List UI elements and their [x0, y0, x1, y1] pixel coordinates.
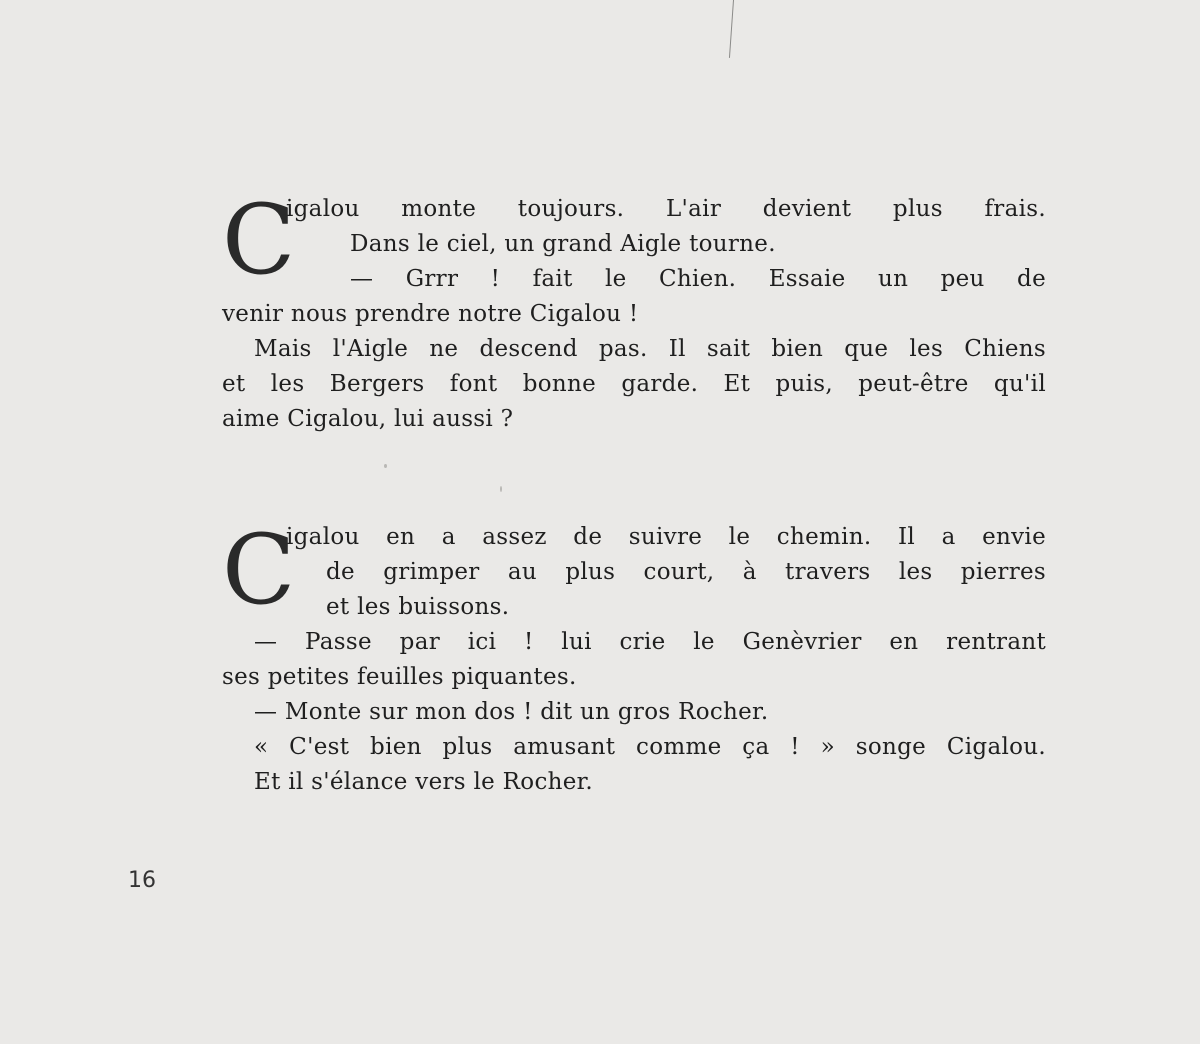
- text-line: Dans le ciel, un grand Aigle tourne.: [350, 231, 776, 257]
- paper-speck: [500, 486, 502, 492]
- text-line: igalou monte toujours. L'air devient plus frais.: [286, 196, 1046, 222]
- text-line: — Grrr ! fait le Chien. Essaie un peu de: [350, 266, 1046, 292]
- page-fold-mark: [729, 0, 734, 58]
- text-line: ses petites feuilles piquantes.: [222, 664, 577, 690]
- paragraph-block-1: [222, 184, 1046, 437]
- paragraph-block-2: [222, 514, 1046, 800]
- drop-cap: C: [222, 514, 296, 626]
- text-line: — Passe par ici ! lui crie le Genèvrier en rentrant: [254, 629, 1046, 655]
- text-line: venir nous prendre notre Cigalou !: [222, 301, 639, 327]
- text-line: « C'est bien plus amusant comme ça ! » songe Cigalou.: [254, 734, 1046, 760]
- text-line: Mais l'Aigle ne descend pas. Il sait bien que les Chiens: [254, 336, 1046, 362]
- text-line: et les buissons.: [326, 594, 510, 620]
- text-line: aime Cigalou, lui aussi ?: [222, 406, 514, 432]
- text-line: Et il s'élance vers le Rocher.: [254, 769, 594, 795]
- text-line: de grimper au plus court, à travers les pierres: [326, 559, 1046, 585]
- text-line: igalou en a assez de suivre le chemin. Il a envie: [286, 524, 1046, 550]
- text-line: — Monte sur mon dos ! dit un gros Rocher.: [254, 699, 769, 725]
- drop-cap: C: [222, 184, 296, 296]
- paper-speck: [384, 464, 387, 468]
- text-line: et les Bergers font bonne garde. Et puis, peut-être qu'il: [222, 371, 1046, 397]
- page-number: 16: [128, 868, 156, 893]
